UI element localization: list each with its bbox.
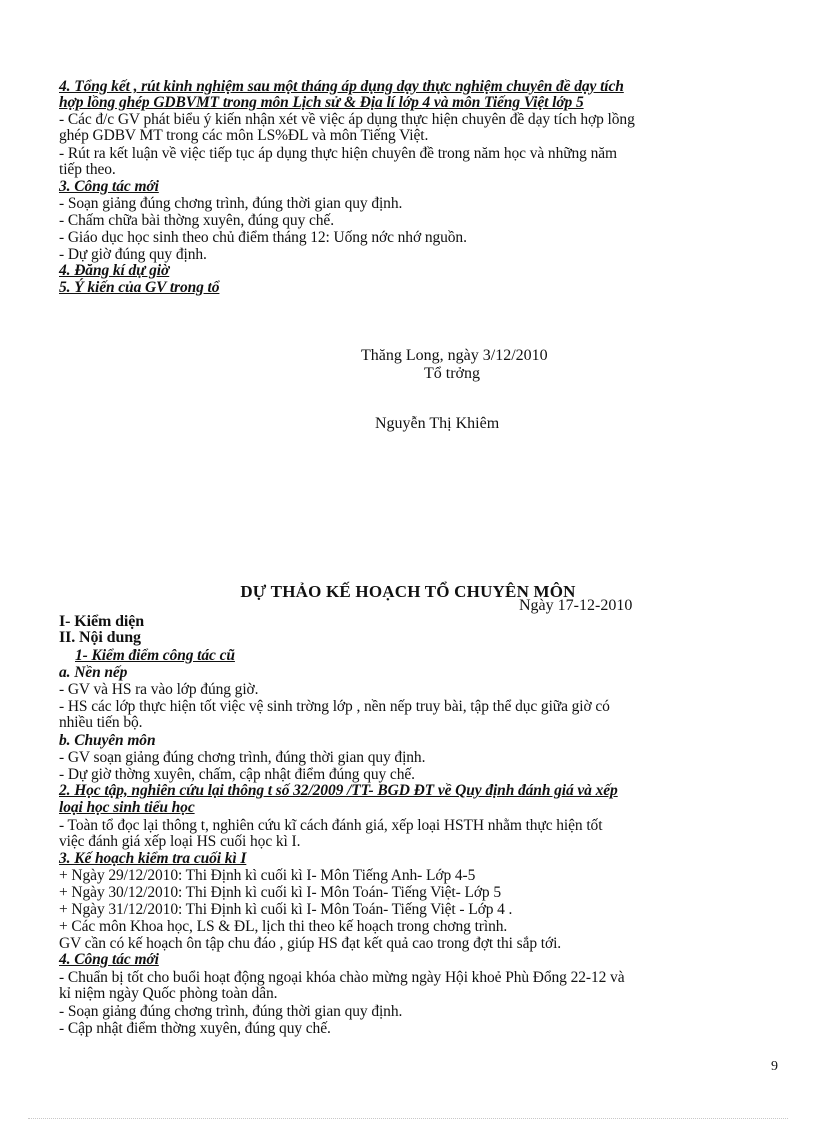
- paragraph-line: - Các đ/c GV phát biểu ý kiến nhận xét về việc áp dụng thực hiện chuyên đề dạy tích hợp lồng: [59, 111, 635, 128]
- subheading-discipline: a. Nền nếp: [59, 664, 128, 681]
- list-item: - Dự giờ thờng xuyên, chấm, cập nhật điểm đúng quy chế.: [59, 766, 415, 783]
- signature-name: Nguyễn Thị Khiêm: [375, 415, 500, 432]
- roman-heading-attendance: I- Kiểm diện: [59, 613, 145, 630]
- signature-role: Tổ trởng: [424, 365, 481, 382]
- list-item: + Ngày 29/12/2010: Thi Định kì cuối kì I- Môn Tiếng Anh- Lớp 4-5: [59, 867, 476, 884]
- list-item: - GV và HS ra vào lớp đúng giờ.: [59, 681, 259, 698]
- list-item: - Dự giờ đúng quy định.: [59, 246, 207, 263]
- list-item: + Ngày 30/12/2010: Thi Định kì cuối kì I- Môn Toán- Tiếng Việt- Lớp 5: [59, 884, 502, 901]
- heading-new-tasks-2: 4. Công tác mới: [59, 951, 159, 968]
- page-title: DỰ THẢO KẾ HOẠCH TỔ CHUYÊN MÔN: [240, 582, 576, 601]
- paragraph-line: ghép GDBV MT trong các môn LS%ĐL và môn Tiếng Việt.: [59, 127, 429, 144]
- page-border-dotted: [28, 1118, 788, 1119]
- paragraph-line: GV cần có kế hoạch ôn tập chu đáo , giúp HS đạt kết quả cao trong đợt thi sắp tới.: [59, 935, 562, 952]
- list-item: - Soạn giảng đúng chơng trình, đúng thời gian quy định.: [59, 1003, 403, 1020]
- list-item: + Ngày 31/12/2010: Thi Định kì cuối kì I- Môn Toán- Tiếng Việt - Lớp 4 .: [59, 901, 513, 918]
- heading-summary-line2: hợp lồng ghép GDBVMT trong môn Lịch sử & Địa lí lớp 4 và môn Tiếng Việt lớp 5: [59, 94, 584, 111]
- paragraph-line: - Rút ra kết luận về việc tiếp tục áp dụng thực hiện chuyên đề trong năm học và những năm: [59, 145, 617, 162]
- paragraph-line: việc đánh giá xếp loại HS cuối học kì I.: [59, 833, 301, 850]
- document-date: Ngày 17-12-2010: [519, 597, 633, 614]
- paragraph-line: kỉ niệm ngày Quốc phòng toàn dân.: [59, 985, 278, 1002]
- list-item: - GV soạn giảng đúng chơng trình, đúng thời gian quy định.: [59, 749, 426, 766]
- heading-new-tasks: 3. Công tác mới: [59, 178, 159, 195]
- heading-register-observation: 4. Đăng kí dự giờ: [59, 262, 170, 279]
- page-number: 9: [771, 1059, 778, 1074]
- heading-teacher-opinions: 5. Ý kiến của GV trong tổ: [59, 279, 220, 296]
- roman-heading-content: II. Nội dung: [59, 629, 141, 646]
- paragraph-line: - HS các lớp thực hiện tốt việc vệ sinh trờng lớp , nền nếp truy bài, tập thể dục giữa giờ có: [59, 698, 610, 715]
- list-item: - Chấm chữa bài thờng xuyên, đúng quy chế.: [59, 212, 334, 229]
- heading-review-old-tasks: 1- Kiểm điểm công tác cũ: [75, 647, 235, 664]
- list-item: - Cập nhật điểm thờng xuyên, đúng quy chế.: [59, 1020, 331, 1037]
- paragraph-line: tiếp theo.: [59, 161, 116, 178]
- heading-summary-line1: 4. Tổng kết , rút kinh nghiệm sau một tháng áp dụng dạy thực nghiệm chuyên đề dạy tích: [59, 78, 624, 95]
- signature-place-date: Thăng Long, ngày 3/12/2010: [361, 347, 548, 364]
- heading-exam-plan: 3. Kế hoạch kiểm tra cuối kì I: [59, 850, 247, 867]
- list-item: - Giáo dục học sinh theo chủ điểm tháng 12: Uống nớc nhớ nguồn.: [59, 229, 467, 246]
- list-item: + Các môn Khoa học, LS & ĐL, lịch thi theo kế hoạch trong chơng trình.: [59, 918, 508, 935]
- heading-study-circular-line1: 2. Học tập, nghiên cứu lại thông t số 32/2009 /TT- BGD ĐT về Quy định đánh giá và xếp: [59, 782, 618, 799]
- heading-study-circular-line2: loại học sinh tiểu học: [59, 799, 195, 816]
- subheading-professional: b. Chuyên môn: [59, 732, 156, 749]
- paragraph-line: nhiều tiến bộ.: [59, 714, 143, 731]
- list-item: - Soạn giảng đúng chơng trình, đúng thời gian quy định.: [59, 195, 403, 212]
- paragraph-line: - Chuẩn bị tốt cho buổi hoạt động ngoại khóa chào mừng ngày Hội khoẻ Phù Đổng 22-12 và: [59, 969, 625, 986]
- paragraph-line: - Toàn tổ đọc lại thông t, nghiên cứu kĩ cách đánh giá, xếp loại HSTH nhằm thực hiện tốt: [59, 817, 603, 834]
